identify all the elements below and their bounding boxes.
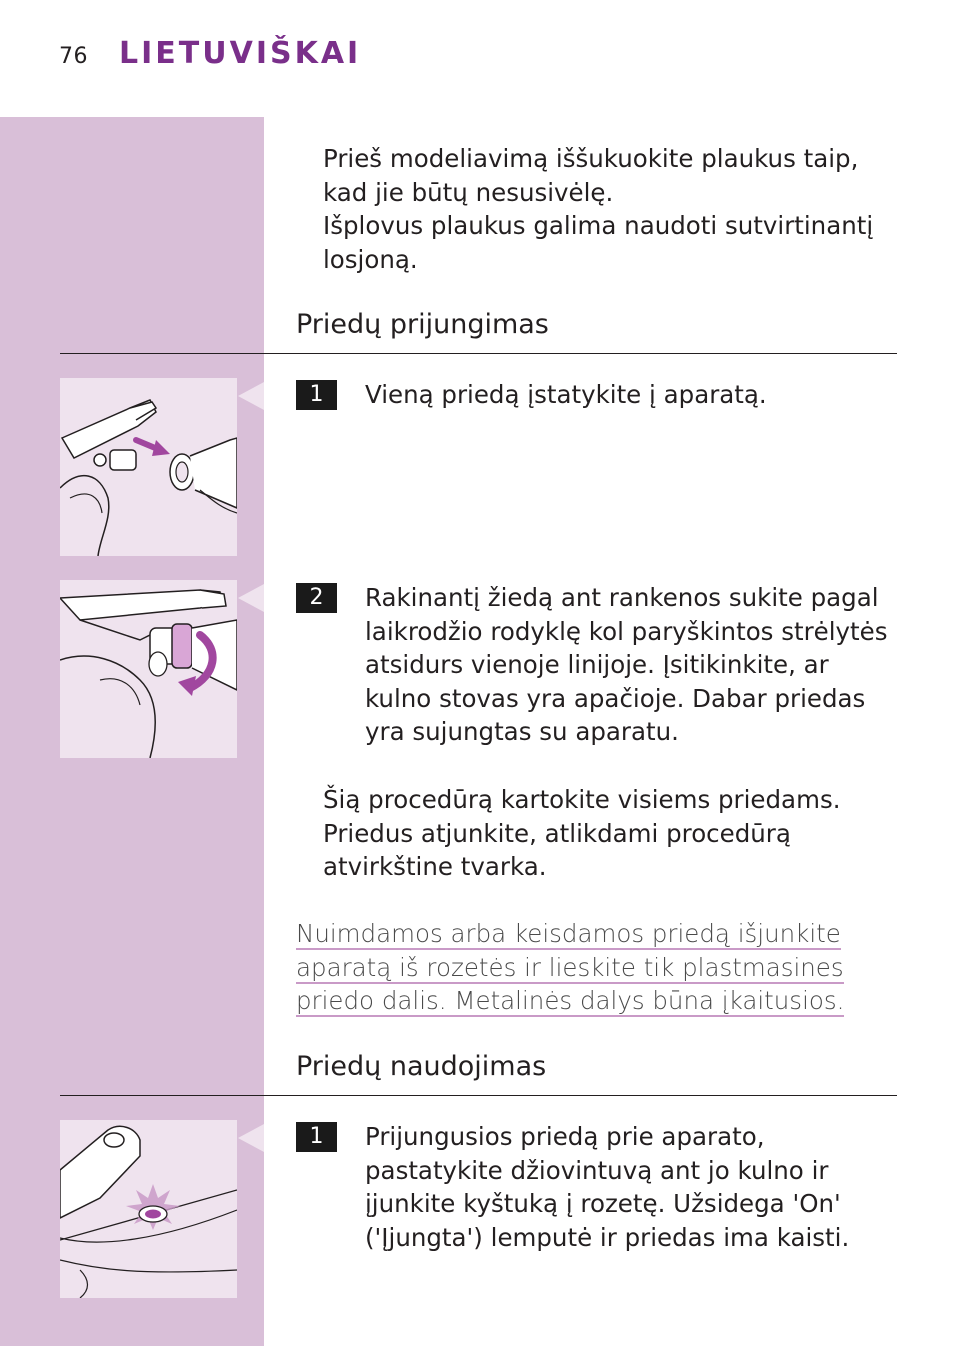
intro-line: kad jie būtų nesusivėlę. bbox=[323, 177, 614, 207]
step-line: įjunkite kyštuką į rozetę. Užsidega 'On' bbox=[365, 1189, 841, 1218]
step-number: 2 bbox=[296, 583, 337, 613]
step-line: Rakinantį žiedą ant rankenos sukite pagal bbox=[365, 583, 879, 612]
intro-paragraph bbox=[323, 142, 913, 276]
step-line: yra sujungtas su aparatu. bbox=[365, 717, 679, 746]
language-title: LIETUVIŠKAI bbox=[119, 36, 362, 71]
power-on-light-icon bbox=[60, 1120, 237, 1298]
intro-line: Prieš modeliavimą iššukuokite plaukus taip, bbox=[323, 144, 859, 173]
illustration-pointer bbox=[238, 382, 264, 410]
section-divider bbox=[60, 353, 897, 354]
step-text bbox=[365, 378, 925, 412]
rotate-ring-illustration bbox=[60, 580, 237, 758]
attach-accessory-icon bbox=[60, 378, 237, 556]
section-heading-attaching: Priedų prijungimas bbox=[296, 309, 549, 340]
power-on-light-illustration bbox=[60, 1120, 237, 1298]
followup-line: Šią procedūrą kartokite visiems priedams. bbox=[323, 785, 841, 814]
step-line: kulno stovas yra apačioje. Dabar priedas bbox=[365, 683, 866, 713]
intro-line: losjoną. bbox=[323, 244, 418, 274]
step-line: Prijungusios priedą prie aparato, bbox=[365, 1122, 765, 1151]
illustration-pointer bbox=[238, 1124, 264, 1152]
step-line: pastatykite džiovintuvą ant jo kulno ir bbox=[365, 1155, 829, 1185]
warning-line: aparatą iš rozetės ir lieskite tik plastmasines bbox=[296, 952, 844, 982]
step-line: Vieną priedą įstatykite į aparatą. bbox=[365, 380, 767, 409]
warning-line: priedo dalis. Metalinės dalys būna įkaitusios. bbox=[296, 986, 845, 1015]
step-line: atsidurs vienoje linijoje. Įsitikinkite, ar bbox=[365, 650, 829, 679]
step-number: 1 bbox=[296, 1122, 337, 1152]
followup-line: Priedus atjunkite, atlikdami procedūrą bbox=[323, 818, 791, 848]
warning-line: Nuimdamos arba keisdamos priedą išjunkite bbox=[296, 919, 841, 948]
step-text bbox=[365, 1120, 925, 1254]
attach-accessory-illustration bbox=[60, 378, 237, 556]
step-number: 1 bbox=[296, 380, 337, 410]
section-divider bbox=[60, 1095, 897, 1096]
step-text bbox=[365, 581, 925, 749]
illustration-pointer bbox=[238, 584, 264, 612]
step-line: laikrodžio rodyklę kol paryškintos strėlytės bbox=[365, 616, 888, 646]
warning-paragraph bbox=[296, 917, 856, 1018]
section-heading-using: Priedų naudojimas bbox=[296, 1051, 547, 1082]
followup-line: atvirkštine tvarka. bbox=[323, 852, 547, 881]
step-line: ('Įjungta') lemputė ir priedas ima kaisti. bbox=[365, 1222, 850, 1252]
intro-line: Išplovus plaukus galima naudoti sutvirtinantį bbox=[323, 211, 874, 240]
followup-paragraph bbox=[323, 783, 913, 884]
page-number: 76 bbox=[59, 44, 88, 69]
rotate-ring-icon bbox=[60, 580, 237, 758]
